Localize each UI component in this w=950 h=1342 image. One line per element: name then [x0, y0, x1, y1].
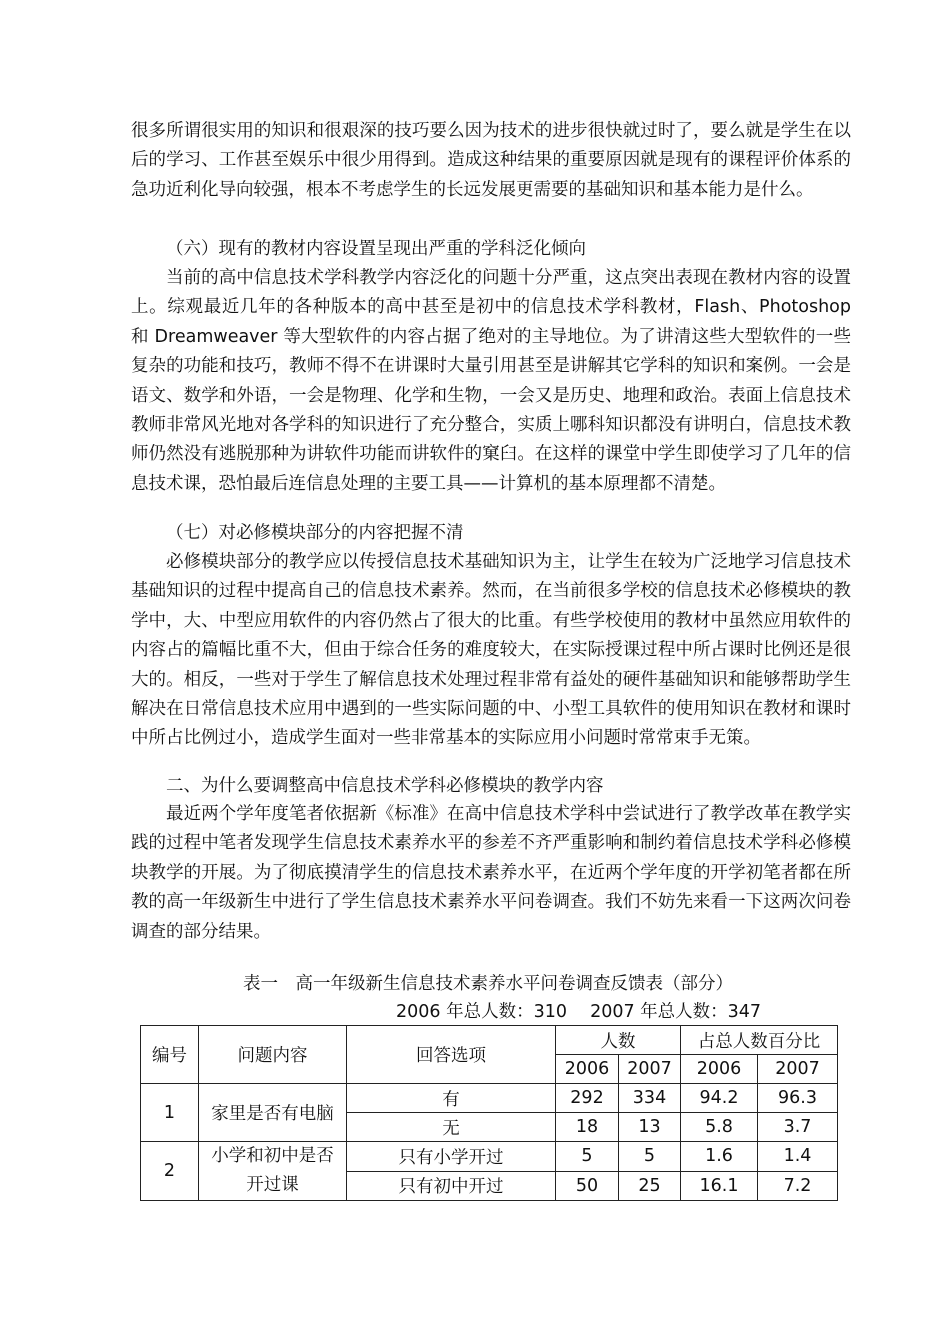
- cell-count-2006: 18: [556, 1113, 619, 1142]
- row-question-line-2: 开过课: [246, 1175, 299, 1195]
- section-heading-6: （六）现有的教材内容设置呈现出严重的学科泛化倾向: [166, 239, 586, 259]
- cell-count-2007: 13: [619, 1113, 681, 1142]
- row-option: 有: [347, 1084, 556, 1113]
- cell-count-2006: 292: [556, 1084, 619, 1113]
- cell-count-2007: 5: [619, 1142, 681, 1172]
- header-count-2007: 2007: [619, 1055, 681, 1084]
- row-question: 家里是否有电脑: [199, 1084, 347, 1142]
- cell-count-2007: 25: [619, 1171, 681, 1201]
- cell-count-2007: 334: [619, 1084, 681, 1113]
- cell-percent-2007: 3.7: [758, 1113, 838, 1142]
- section-heading-7: （七）对必修模块部分的内容把握不清: [166, 523, 464, 543]
- table-header-row: [141, 1026, 838, 1055]
- cell-count-2006: 5: [556, 1142, 619, 1172]
- cell-count-2006: 50: [556, 1171, 619, 1201]
- cell-percent-2006: 5.8: [681, 1113, 758, 1142]
- body-paragraph-1: 很多所谓很实用的知识和很艰深的技巧要么因为技术的进步很快就过时了，要么就是学生在以后的学习、工作甚至娱乐中很少用得到。造成这种结果的重要原因就是现有的课程评价体系的急功近利化导向较强，根本不考虑学生的长远发展更需要的基础知识和基本能力是什么。: [131, 121, 851, 200]
- header-option: 回答选项: [347, 1026, 556, 1084]
- header-question: 问题内容: [199, 1026, 347, 1084]
- row-option: 无: [347, 1113, 556, 1142]
- table-caption: 表一 高一年级新生信息技术素养水平问卷调查反馈表（部分）: [243, 974, 733, 994]
- table-subcaption: 2006 年总人数：310 2007 年总人数：347: [396, 1002, 762, 1022]
- cell-percent-2006: 16.1: [681, 1171, 758, 1201]
- row-question: [199, 1142, 347, 1201]
- header-count: 人数: [556, 1026, 681, 1055]
- cell-percent-2006: 1.6: [681, 1142, 758, 1172]
- header-percent-2006: 2006: [681, 1055, 758, 1084]
- header-id: 编号: [141, 1026, 199, 1084]
- header-count-2006: 2006: [556, 1055, 619, 1084]
- cell-percent-2006: 94.2: [681, 1084, 758, 1113]
- header-percent: 占总人数百分比: [681, 1026, 838, 1055]
- body-paragraph-3: 必修模块部分的教学应以传授信息技术基础知识为主，让学生在较为广泛地学习信息技术基础知识的过程中提高自己的信息技术素养。然而，在当前很多学校的信息技术必修模块的教学中，大、中型应用软件的内容仍然占了很大的比重。有些学校使用的教材中虽然应用软件的内容占的篇幅比重不大，但由于综合任务的难度较大，在实际授课过程中所占课时比例还是很大的。相反，一些对于学生了解信息技术处理过程非常有益处的硬件基础知识和能够帮助学生解决在日常信息技术应用中遇到的一些实际问题的中、小型工具软件的使用知识在教材和课时中所占比例过小，造成学生面对一些非常基本的实际应用小问题时常常束手无策。: [131, 552, 851, 749]
- cell-percent-2007: 96.3: [758, 1084, 838, 1113]
- row-question-line-1: 小学和初中是否: [211, 1146, 334, 1166]
- cell-percent-2007: 1.4: [758, 1142, 838, 1172]
- section-heading-2: 二、为什么要调整高中信息技术学科必修模块的教学内容: [166, 776, 604, 796]
- cell-percent-2007: 7.2: [758, 1171, 838, 1201]
- survey-table: [140, 1025, 838, 1201]
- row-id: 2: [141, 1142, 199, 1201]
- row-id: 1: [141, 1084, 199, 1142]
- table-row: [141, 1142, 838, 1172]
- body-paragraph-4: 最近两个学年度笔者依据新《标准》在高中信息技术学科中尝试进行了教学改革在教学实践的过程中笔者发现学生信息技术素养水平的参差不齐严重影响和制约着信息技术学科必修模块教学的开展。为了彻底摸清学生的信息技术素养水平，在近两个学年度的开学初笔者都在所教的高一年级新生中进行了学生信息技术素养水平问卷调查。我们不妨先来看一下这两次问卷调查的部分结果。: [131, 804, 851, 942]
- row-option: 只有初中开过: [347, 1171, 556, 1201]
- table-row: [141, 1084, 838, 1113]
- body-paragraph-2: 当前的高中信息技术学科教学内容泛化的问题十分严重，这点突出表现在教材内容的设置上。综观最近几年的各种版本的高中甚至是初中的信息技术学科教材，Flash、Photoshop 和 Dreamweaver 等大型软件的内容占据了绝对的主导地位。为了讲清这些大型软件的一些复杂的功能和技巧，教师不得不在讲课时大量引用甚至是讲解其它学科的知识和案例。一会是语文、数学和外语，一会是物理、化学和生物，一会又是历史、地理和政治。表面上信息技术教师非常风光地对各学科的知识进行了充分整合，实质上哪科知识都没有讲明白，信息技术教师仍然没有逃脱那种为讲软件功能而讲软件的窠臼。在这样的课堂中学生即使学习了几年的信息技术课，恐怕最后连信息处理的主要工具——计算机的基本原理都不清楚。: [131, 268, 851, 494]
- header-percent-2007: 2007: [758, 1055, 838, 1084]
- row-option: 只有小学开过: [347, 1142, 556, 1172]
